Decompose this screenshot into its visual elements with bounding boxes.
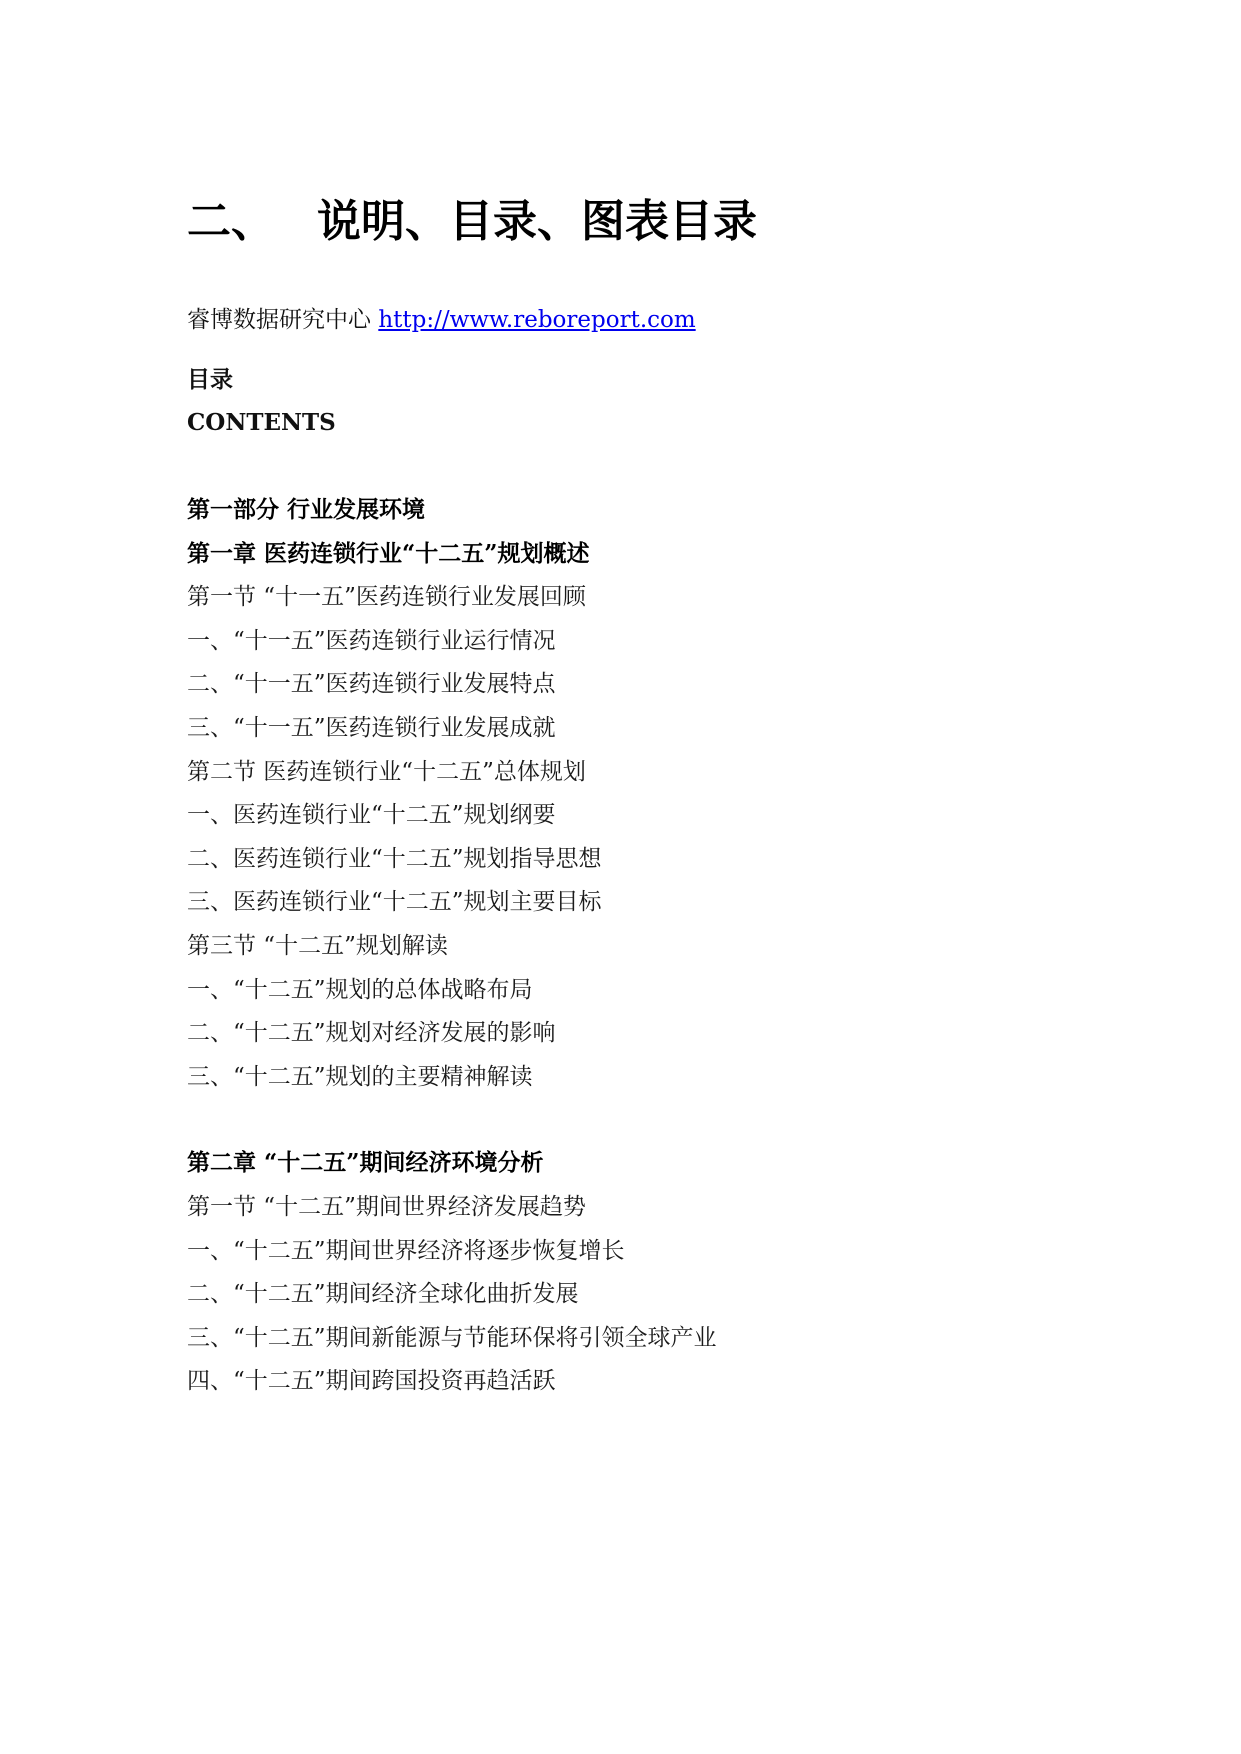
- toc-entry[interactable]: 四、“十二五”期间跨国投资再趋活跃: [187, 1368, 556, 1394]
- toc-entry[interactable]: 一、医药连锁行业“十二五”规划纲要: [187, 802, 556, 828]
- source-line: [187, 303, 696, 337]
- toc-entry[interactable]: 三、“十二五”期间新能源与节能环保将引领全球产业: [187, 1325, 717, 1351]
- toc-entry[interactable]: 第一节 “十二五”期间世界经济发展趋势: [187, 1194, 586, 1220]
- toc-entry[interactable]: 第一节 “十一五”医药连锁行业发展回顾: [187, 584, 586, 610]
- toc-entry[interactable]: 第二章 “十二五”期间经济环境分析: [187, 1149, 544, 1176]
- source-org: 睿博数据研究中心: [187, 307, 379, 333]
- toc-entry[interactable]: 一、“十二五”期间世界经济将逐步恢复增长: [187, 1238, 625, 1264]
- toc-entry[interactable]: 三、“十二五”规划的主要精神解读: [187, 1064, 533, 1090]
- toc-entry[interactable]: 三、医药连锁行业“十二五”规划主要目标: [187, 889, 602, 915]
- toc-title-en: CONTENTS: [187, 409, 336, 436]
- toc-entry[interactable]: 第一部分 行业发展环境: [187, 496, 426, 523]
- toc-entry[interactable]: 一、“十二五”规划的总体战略布局: [187, 977, 533, 1003]
- toc-entry[interactable]: 第三节 “十二五”规划解读: [187, 933, 448, 959]
- source-link[interactable]: http://www.reboreport.com: [378, 307, 696, 333]
- toc-entry[interactable]: 第二节 医药连锁行业“十二五”总体规划: [187, 759, 586, 785]
- section-heading: [187, 192, 757, 252]
- toc-entry[interactable]: 二、“十二五”期间经济全球化曲折发展: [187, 1281, 579, 1307]
- toc-entry[interactable]: 三、“十一五”医药连锁行业发展成就: [187, 715, 556, 741]
- toc-entry[interactable]: 二、“十二五”规划对经济发展的影响: [187, 1020, 556, 1046]
- toc-title-cn: 目录: [187, 366, 233, 393]
- section-title: 说明、目录、图表目录: [317, 196, 757, 247]
- toc-entry[interactable]: 二、医药连锁行业“十二五”规划指导思想: [187, 846, 602, 872]
- toc-entry[interactable]: 第一章 医药连锁行业“十二五”规划概述: [187, 540, 590, 567]
- toc-entry[interactable]: 二、“十一五”医药连锁行业发展特点: [187, 671, 556, 697]
- toc-entry[interactable]: 一、“十一五”医药连锁行业运行情况: [187, 628, 556, 654]
- section-number: 二、: [187, 196, 275, 247]
